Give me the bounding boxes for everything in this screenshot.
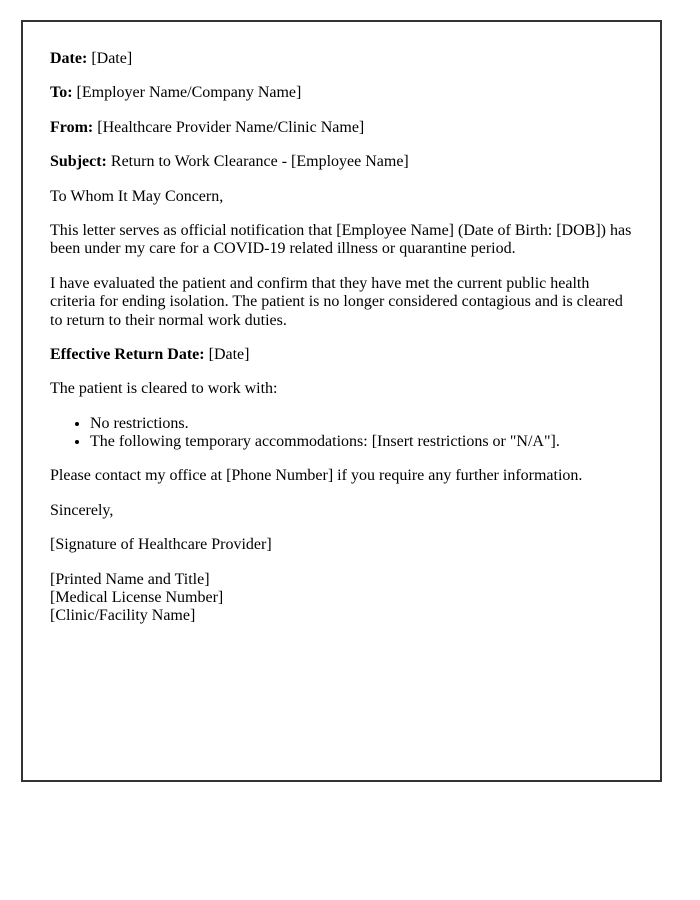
signoff-name-title: [Printed Name and Title] [50, 570, 210, 588]
date-label: Date: [50, 50, 88, 67]
list-item-accommodations: • The following temporary accommodations: [Insert restrictions or "N/A"]. [90, 433, 633, 451]
date-value: [Date] [91, 50, 133, 67]
closing: Sincerely, [50, 501, 114, 519]
paragraph-contact: Please contact my office at [Phone Number] if you require any further information. [50, 467, 583, 485]
letter-document [21, 20, 662, 782]
paragraph-notification: This letter serves as official notification that [Employee Name] (Date of Birth: [DOB]) has been under my care for a COVID-19 related illness or quarantine period. [50, 221, 632, 258]
signoff-block [50, 571, 633, 626]
paragraph-evaluation: I have evaluated the patient and confirm that they have met the current public health criteria for ending isolation. The patient is no longer considered contagious and is cleared to return to their normal work duties. [50, 274, 623, 329]
subject-line [50, 153, 633, 171]
to-value: [Employer Name/Company Name] [76, 84, 302, 102]
signature-placeholder: [Signature of Healthcare Provider] [50, 536, 272, 554]
effective-return-date-value: [Date] [208, 345, 250, 363]
clearance-options-list [50, 415, 633, 452]
effective-return-date-label: Effective Return Date: [50, 345, 205, 363]
date-line [50, 50, 633, 68]
from-line [50, 119, 633, 137]
signoff-clinic-name: [Clinic/Facility Name] [50, 607, 196, 625]
signoff-license-number: [Medical License Number] [50, 589, 224, 607]
to-line [50, 84, 633, 102]
list-item-no-restrictions: • No restrictions. [90, 415, 633, 433]
salutation: To Whom It May Concern, [50, 187, 224, 205]
to-label: To: [50, 84, 73, 102]
cleared-intro: The patient is cleared to work with: [50, 380, 278, 398]
from-label: From: [50, 118, 94, 136]
effective-return-date-line [50, 346, 633, 364]
subject-value: Return to Work Clearance - [Employee Name] [110, 153, 409, 171]
from-value: [Healthcare Provider Name/Clinic Name] [97, 118, 365, 136]
subject-label: Subject: [50, 153, 107, 171]
